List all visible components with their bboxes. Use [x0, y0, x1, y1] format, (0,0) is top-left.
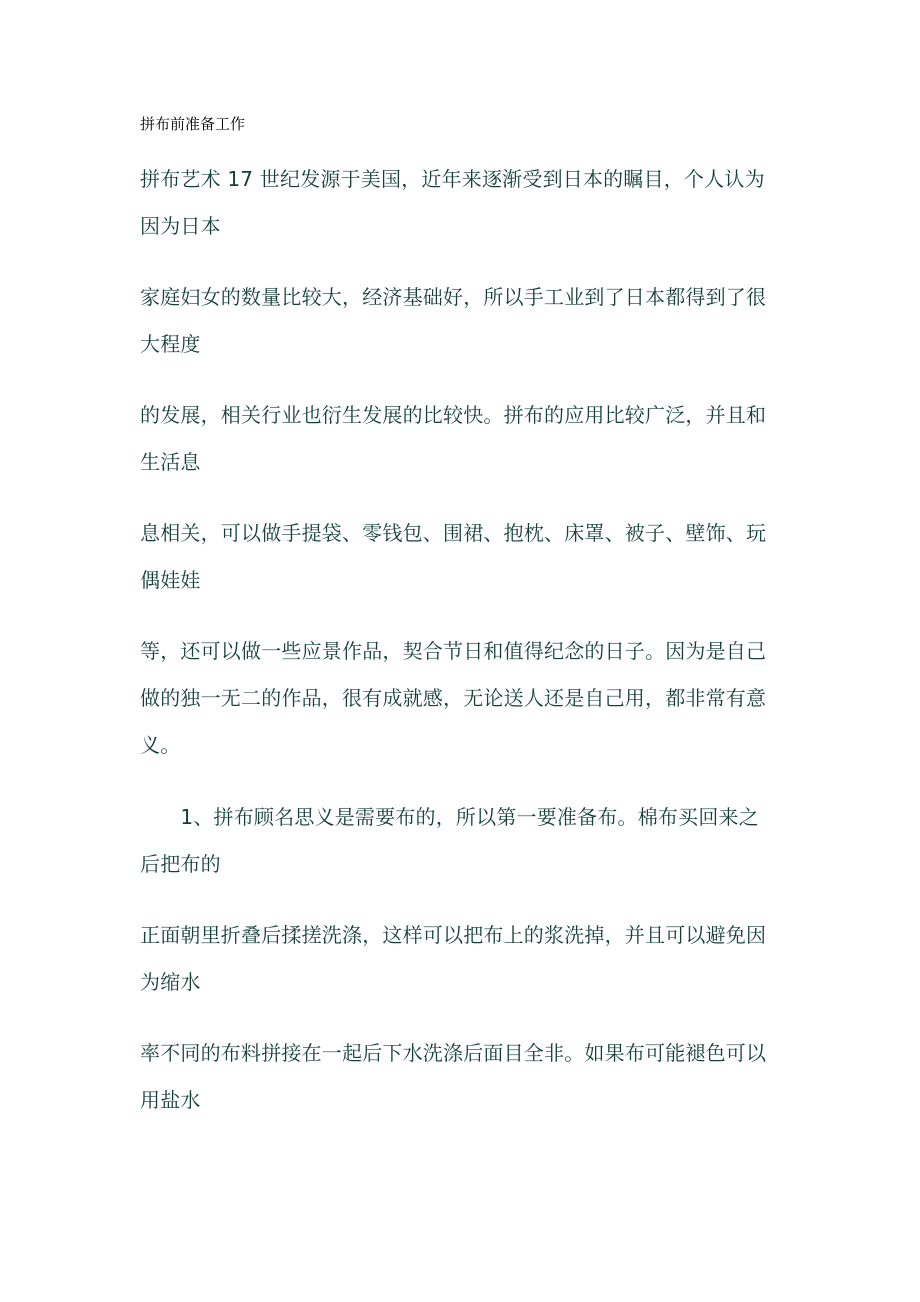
text-line: 后把布的 — [140, 852, 221, 876]
text-line: 做的独一无二的作品，很有成就感，无论送人还是自己用，都非常有意 — [140, 686, 767, 710]
text-line: 大程度 — [140, 332, 201, 356]
document-title: 拼布前准备工作 — [140, 115, 246, 133]
text-line: 用盐水 — [140, 1088, 201, 1112]
text-line: 1、拼布顾名思义是需要布的，所以第一要准备布。棉布买回来之 — [140, 805, 759, 829]
text-line: 为缩水 — [140, 970, 201, 994]
text-line: 等，还可以做一些应景作品，契合节日和值得纪念的日子。因为是自己 — [140, 639, 767, 663]
text-line: 的发展，相关行业也衍生发展的比较快。拼布的应用比较广泛，并且和 — [140, 403, 767, 427]
text-line: 率不同的布料拼接在一起后下水洗涤后面目全非。如果布可能褪色可以 — [140, 1041, 767, 1065]
text-line: 义。 — [140, 733, 181, 757]
text-line: 因为日本 — [140, 214, 221, 238]
text-line: 家庭妇女的数量比较大，经济基础好，所以手工业到了日本都得到了很 — [140, 285, 767, 309]
text-line: 偶娃娃 — [140, 568, 201, 592]
text-line: 拼布艺术 17 世纪发源于美国，近年来逐渐受到日本的瞩目，个人认为 — [140, 167, 765, 191]
text-line: 正面朝里折叠后揉搓洗涤，这样可以把布上的浆洗掉，并且可以避免因 — [140, 923, 767, 947]
text-line: 息相关，可以做手提袋、零钱包、围裙、抱枕、床罩、被子、壁饰、玩 — [140, 521, 767, 545]
text-line: 生活息 — [140, 450, 201, 474]
